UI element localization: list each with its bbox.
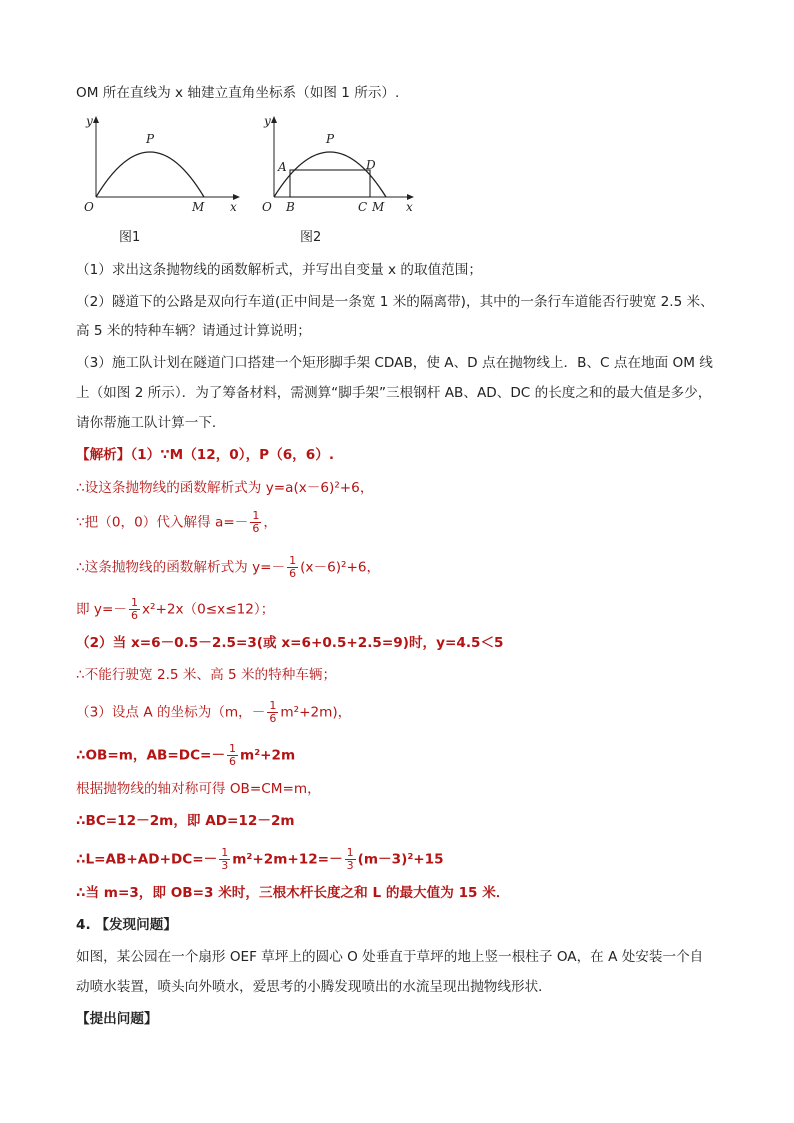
fraction-denominator: 6: [269, 712, 277, 725]
solution-line-12: [76, 847, 444, 872]
fig2-m-label: M: [372, 200, 385, 214]
solution-step-5-pre: 即 y=－: [76, 601, 127, 618]
solution-step-9-post: m²+2m: [240, 747, 296, 764]
solution-line-2: ∴设这条抛物线的函数解析式为 y=a(x－6)²+6，: [76, 480, 374, 496]
question-2-line2: 高 5 米的特种车辆？请通过计算说明；: [76, 323, 311, 339]
fig2-a-label: A: [278, 160, 287, 174]
fraction-denominator: 3: [346, 859, 354, 872]
solution-step-4-post: (x－6)²+6，: [300, 559, 381, 576]
solution-step-12-mid: m²+2m+12=－: [232, 851, 343, 868]
fig1-x-label: x: [230, 200, 237, 214]
solution-line-8: [76, 700, 351, 725]
solution-step-1: （1）∵M（12，0），P（6，6）.: [130, 447, 334, 463]
fig2-origin-label: O: [262, 200, 272, 214]
fraction-numerator: 1: [346, 846, 354, 859]
fig2-c-label: C: [358, 200, 368, 214]
question-3-line1: （3）施工队计划在隧道门口搭建一个矩形脚手架 CDAB，使 A、D 点在抛物线上．B、C 点在地面 OM 线: [76, 355, 713, 371]
solution-step-3-post: ，: [263, 514, 277, 531]
solution-step-3-pre: ∵把（0，0）代入解得 a=－: [76, 514, 249, 531]
question-1: （1）求出这条抛物线的函数解析式，并写出自变量 x 的取值范围；: [76, 262, 482, 278]
solution-line-6: （2）当 x=6－0.5－2.5=3(或 x=6+0.5+2.5=9)时，y=4.5＜5: [76, 635, 504, 651]
problem-4-next-header: 【提出问题】: [76, 1011, 158, 1027]
fraction-numerator: 1: [130, 596, 138, 609]
solution-step-8-pre: （3）设点 A 的坐标为（m，－: [76, 704, 266, 721]
figure-1-graph: [80, 112, 250, 222]
fraction: [250, 510, 261, 535]
problem-4-line2: 动喷水装置，喷头向外喷水，爱思考的小腾发现喷出的水流呈现出抛物线形状．: [76, 979, 552, 995]
solution-step-12-post: (m－3)²+15: [357, 851, 444, 868]
solution-step-4-pre: ∴这条抛物线的函数解析式为 y=－: [76, 559, 286, 576]
solution-step-12-pre: ∴L=AB+AD+DC=－: [76, 851, 218, 868]
fraction-numerator: 1: [221, 846, 229, 859]
solution-line-7: ∴不能行驶宽 2.5 米、高 5 米的特种车辆；: [76, 667, 337, 683]
fraction-denominator: 3: [221, 859, 229, 872]
figure-1-caption: 图1: [119, 230, 141, 245]
fraction: [287, 555, 298, 580]
fraction: [129, 597, 140, 622]
solution-tag: 【解析】: [76, 447, 131, 463]
fraction: [267, 700, 278, 725]
solution-line-5: [76, 597, 274, 622]
fraction-denominator: 6: [252, 522, 260, 535]
solution-line-11: ∴BC=12－2m，即 AD=12－2m: [76, 813, 295, 829]
fraction: [227, 743, 238, 768]
fig2-p-label: P: [326, 132, 335, 146]
fraction: [219, 847, 230, 872]
solution-line-13: ∴当 m=3，即 OB=3 米时，三根木杆长度之和 L 的最大值为 15 米．: [76, 885, 510, 901]
solution-line-4: [76, 555, 380, 580]
solution-step-8-post: m²+2m)，: [280, 704, 352, 721]
fraction-denominator: 6: [130, 609, 138, 622]
fig1-p-label: P: [146, 132, 155, 146]
fig1-m-label: M: [192, 200, 205, 214]
fraction-denominator: 6: [229, 755, 237, 768]
question-3-line2: 上（如图 2 所示）．为了筹备材料，需测算“脚手架”三根钢杆 AB、AD、DC 的长度之和的最大值是多少，: [76, 385, 712, 401]
solution-line-3: [76, 510, 277, 535]
fraction: [345, 847, 356, 872]
fraction-numerator: 1: [252, 509, 260, 522]
question-3-line3: 请你帮施工队计算一下．: [76, 415, 226, 431]
intro-line: OM 所在直线为 x 轴建立直角坐标系（如图 1 所示）.: [76, 85, 400, 101]
problem-4-header: 4. 【发现问题】: [76, 917, 177, 933]
solution-line-10: 根据抛物线的轴对称可得 OB=CM=m，: [76, 781, 321, 797]
solution-step-9-pre: ∴OB=m，AB=DC=－: [76, 747, 226, 764]
figure-1: [80, 112, 250, 222]
fig1-origin-label: O: [84, 200, 94, 214]
fig2-b-label: B: [286, 200, 295, 214]
solution-step-5-post: x²+2x（0≤x≤12）；: [141, 601, 275, 618]
fig2-x-label: x: [406, 200, 413, 214]
figure-2: [258, 112, 428, 222]
fraction-numerator: 1: [269, 699, 277, 712]
fig2-d-label: D: [366, 158, 376, 172]
solution-line-1: [76, 446, 334, 464]
problem-4-line1: 如图，某公园在一个扇形 OEF 草坪上的圆心 O 处垂直于草坪的地上竖一根柱子 OA，在 A 处安装一个自: [76, 949, 704, 965]
fig2-y-label: y: [264, 114, 271, 128]
fraction-numerator: 1: [289, 554, 297, 567]
fig1-y-label: y: [86, 114, 93, 128]
solution-line-9: [76, 743, 295, 768]
question-2-line1: （2）隧道下的公路是双向行车道(正中间是一条宽 1 米的隔离带)，其中的一条行车道能否行驶宽 2.5 米、: [76, 294, 714, 310]
fraction-denominator: 6: [289, 567, 297, 580]
figure-2-caption: 图2: [300, 230, 322, 245]
fraction-numerator: 1: [229, 742, 237, 755]
